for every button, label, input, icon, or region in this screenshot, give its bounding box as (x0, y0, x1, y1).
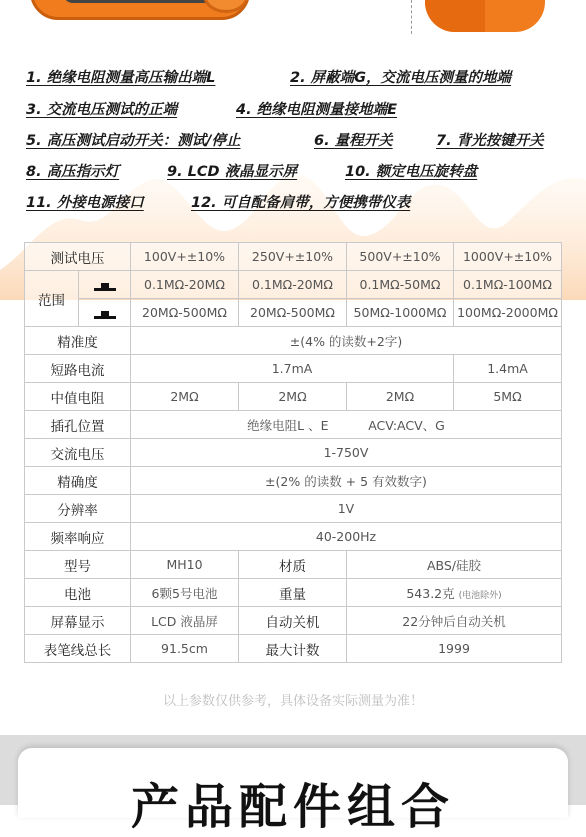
weight-label: 重量 (239, 579, 347, 607)
table-row (25, 355, 562, 383)
note-11: 11. 外接电源接口 (26, 195, 144, 211)
ac-accuracy-label: 精确度 (25, 467, 131, 495)
autooff-label: 自动关机 (239, 607, 347, 635)
freq-value: 40-200Hz (131, 523, 562, 551)
autooff-value: 22分钟后自动关机 (347, 607, 562, 635)
material-label: 材质 (239, 551, 347, 579)
lead-value: 91.5cm (131, 635, 239, 663)
table-row (25, 607, 562, 635)
note-8: 8. 高压指示灯 (26, 164, 120, 180)
section-card (18, 748, 568, 835)
spec-table (24, 242, 562, 663)
note-7: 7. 背光按键开关 (436, 133, 544, 149)
range-cell: 20MΩ-500MΩ (131, 299, 239, 327)
table-row (25, 439, 562, 467)
dimension-bracket (405, 0, 412, 34)
maxcount-value: 1999 (347, 635, 562, 663)
range-label: 范围 (25, 271, 79, 327)
range-cell: 0.1MΩ-100MΩ (454, 271, 562, 299)
test-voltage-label: 测试电压 (25, 243, 131, 271)
lead-label: 表笔线总长 (25, 635, 131, 663)
accuracy-label: 精准度 (25, 327, 131, 355)
display-value: LCD 液晶屏 (131, 607, 239, 635)
table-row (25, 495, 562, 523)
range-cell: 0.1MΩ-50MΩ (347, 271, 454, 299)
table-row (25, 299, 562, 327)
weight-cell (347, 579, 562, 607)
note-5: 5. 高压测试启动开关：测试/停止 (26, 133, 241, 149)
range-high-icon (79, 299, 131, 327)
note-4: 4. 绝缘电阻测量接地端E (236, 102, 398, 118)
range-cell: 0.1MΩ-20MΩ (131, 271, 239, 299)
accuracy-value: ±(4% 的读数+2字) (131, 327, 562, 355)
table-row (25, 551, 562, 579)
short-current-value: 1.7mA (131, 355, 454, 383)
mid-res-label: 中值电阻 (25, 383, 131, 411)
mid-res-cell: 2MΩ (239, 383, 347, 411)
range-cell: 0.1MΩ-20MΩ (239, 271, 347, 299)
device-screen (63, 0, 223, 3)
material-value: ABS/硅胶 (347, 551, 562, 579)
device-knob (203, 0, 249, 13)
note-6: 6. 量程开关 (314, 133, 393, 149)
model-label: 型号 (25, 551, 131, 579)
range-cell: 50MΩ-1000MΩ (347, 299, 454, 327)
voltage-cell: 1000V+±10% (454, 243, 562, 271)
battery-value: 6颗5号电池 (131, 579, 239, 607)
table-row (25, 467, 562, 495)
note-12: 12. 可自配备肩带，方便携带仪表 (191, 195, 411, 211)
battery-label: 电池 (25, 579, 131, 607)
disclaimer-text: 以上参数仅供参考，具体设备实际测量为准！ (162, 694, 423, 709)
table-row (25, 327, 562, 355)
resolution-value: 1V (131, 495, 562, 523)
short-current-label: 短路电流 (25, 355, 131, 383)
note-2: 2. 屏蔽端G，交流电压测量的地端 (290, 70, 512, 86)
table-row (25, 271, 562, 299)
range-cell: 20MΩ-500MΩ (239, 299, 347, 327)
jack-label: 插孔位置 (25, 411, 131, 439)
freq-label: 频率响应 (25, 523, 131, 551)
short-current-value: 1.4mA (454, 355, 562, 383)
mid-res-cell: 5MΩ (454, 383, 562, 411)
note-3: 3. 交流电压测试的正端 (26, 102, 178, 118)
mid-res-cell: 2MΩ (131, 383, 239, 411)
table-row (25, 523, 562, 551)
table-row (25, 243, 562, 271)
table-row (25, 411, 562, 439)
ac-accuracy-value: ±(2% 的读数 + 5 有效数字) (131, 467, 562, 495)
maxcount-label: 最大计数 (239, 635, 347, 663)
mid-res-cell: 2MΩ (347, 383, 454, 411)
range-low-icon (79, 271, 131, 299)
ac-voltage-label: 交流电压 (25, 439, 131, 467)
device-side-view (425, 0, 545, 32)
voltage-cell: 500V+±10% (347, 243, 454, 271)
voltage-cell: 100V+±10% (131, 243, 239, 271)
note-10: 10. 额定电压旋转盘 (345, 164, 478, 180)
note-1: 1. 绝缘电阻测量高压输出端L (26, 70, 216, 86)
table-row (25, 579, 562, 607)
weight-note: (电池除外) (458, 590, 502, 601)
model-value: MH10 (131, 551, 239, 579)
multimeter-device-image (30, 0, 250, 20)
table-row (25, 635, 562, 663)
section-title: 产品配件组合 (130, 779, 455, 835)
jack-value: 绝缘电阻L 、E ACV:ACV、G (131, 411, 562, 439)
weight-value: 543.2克 (406, 585, 455, 601)
note-9: 9. LCD 液晶显示屏 (167, 164, 298, 180)
resolution-label: 分辨率 (25, 495, 131, 523)
table-row (25, 383, 562, 411)
range-cell: 100MΩ-2000MΩ (454, 299, 562, 327)
voltage-cell: 250V+±10% (239, 243, 347, 271)
display-label: 屏幕显示 (25, 607, 131, 635)
ac-voltage-value: 1-750V (131, 439, 562, 467)
